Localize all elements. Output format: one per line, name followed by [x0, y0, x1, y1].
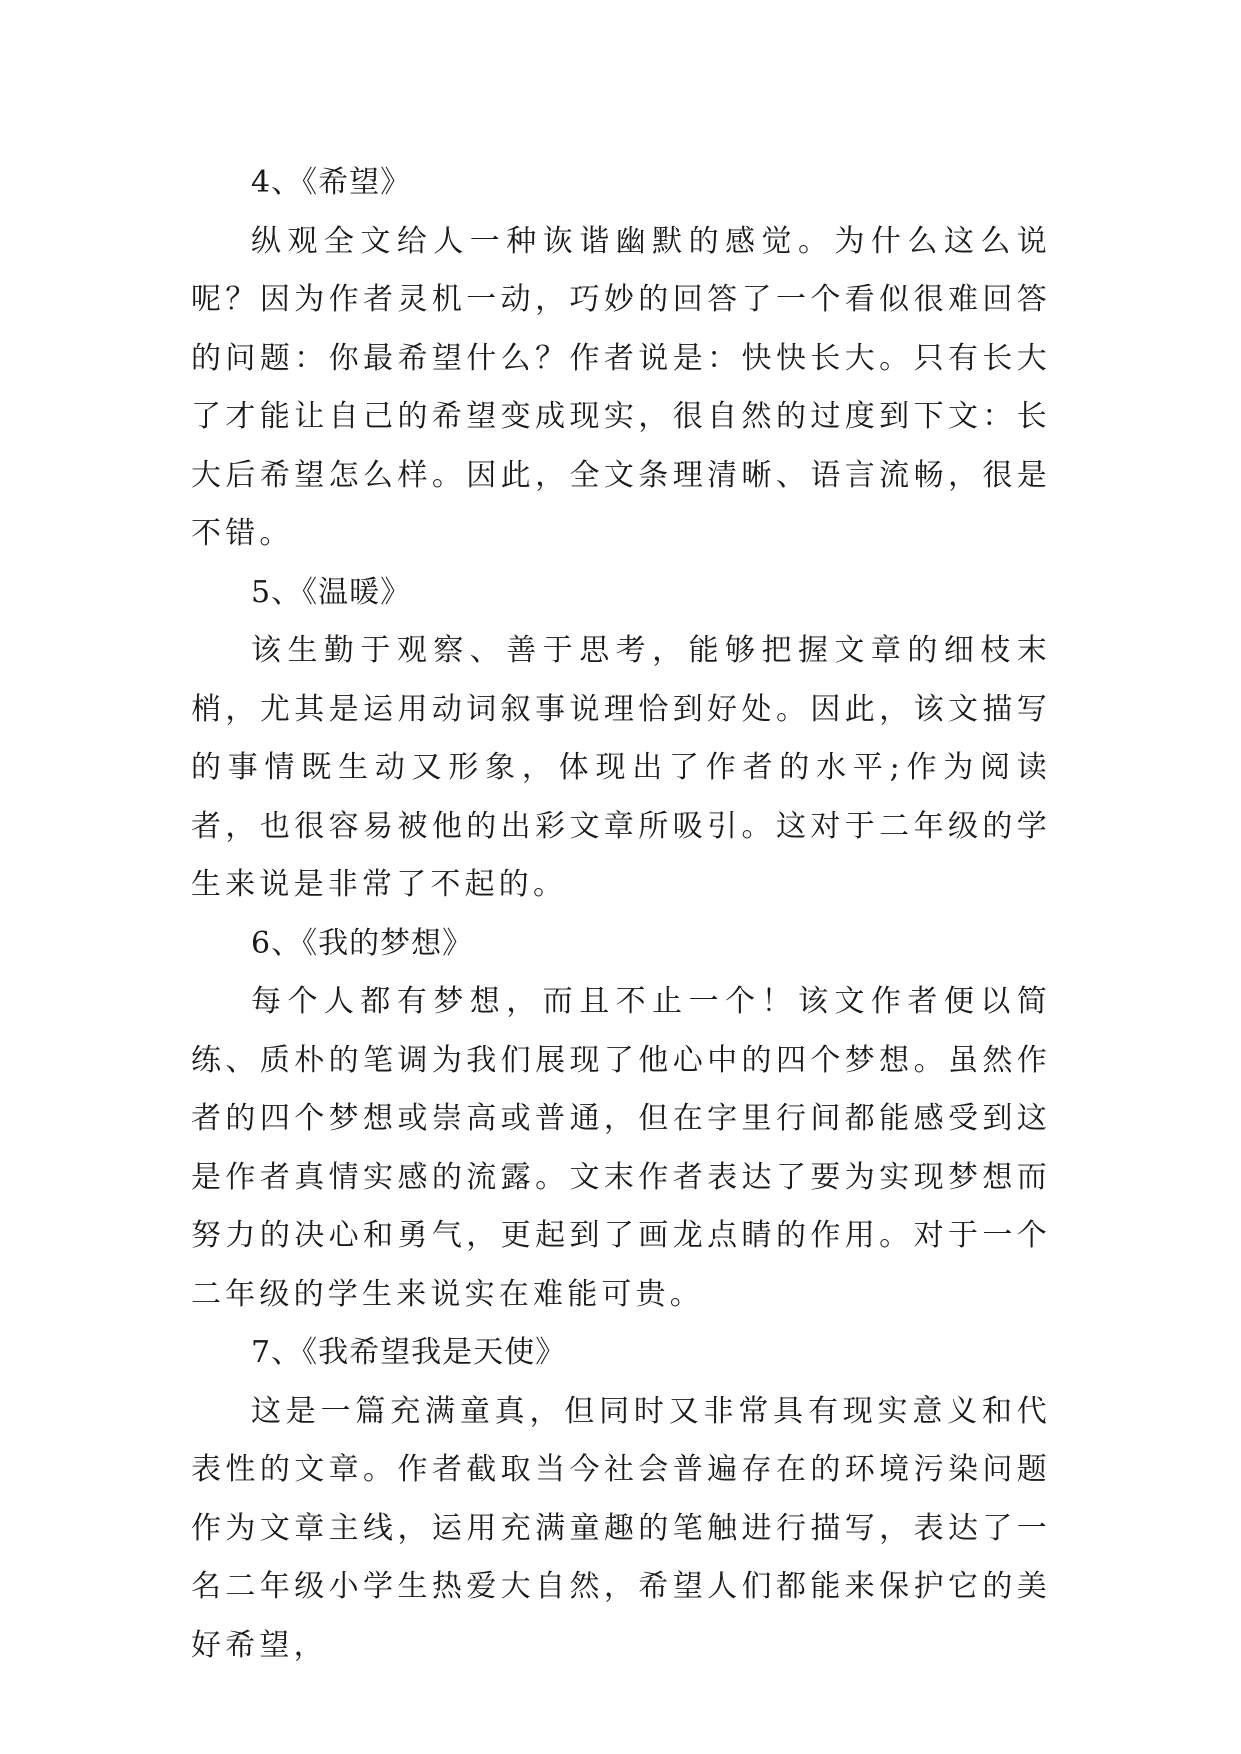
section-heading-7: 7、《我希望我是天使》: [251, 1335, 567, 1370]
section-heading-6: 6、《我的梦想》: [251, 925, 474, 961]
section-paragraph-6: 每个人都有梦想，而且不止一个！该文作者便以简练、质朴的笔调为我们展现了他心中的四个梦想。虽然作者的四个梦想或崇高或普通，但在字里行间都能感受到这是作者真情实感的流露。文末作者表达了要为实现梦想而努力的决心和勇气，更起到了画龙点睛的作用。对于一个二年级的学生来说实在难能可贵。: [191, 984, 1051, 1312]
document-body: [191, 154, 1051, 1675]
section-paragraph-7: 这是一篇充满童真，但同时又非常具有现实意义和代表性的文章。作者截取当今社会普遍存在的环境污染问题作为文章主线，运用充满童趣的笔触进行描写，表达了一名二年级小学生热爱大自然，希望人们都能来保护它的美好希望，: [191, 1393, 1051, 1663]
section-heading-5: 5、《温暖》: [251, 574, 412, 610]
section-paragraph-5: 该生勤于观察、善于思考，能够把握文章的细枝末梢，尤其是运用动词叙事说理恰到好处。因此，该文描写的事情既生动又形象，体现出了作者的水平;作为阅读者，也很容易被他的出彩文章所吸引。这对于二年级的学生来说是非常了不起的。: [191, 633, 1051, 902]
section-heading-4: 4、《希望》: [251, 165, 412, 200]
section-paragraph-4: 纵观全文给人一种诙谐幽默的感觉。为什么这么说呢？因为作者灵机一动，巧妙的回答了一个看似很难回答的问题：你最希望什么？作者说是：快快长大。只有长大了才能让自己的希望变成现实，很自然的过度到下文：长大后希望怎么样。因此，全文条理清晰、语言流畅，很是不错。: [191, 223, 1051, 551]
